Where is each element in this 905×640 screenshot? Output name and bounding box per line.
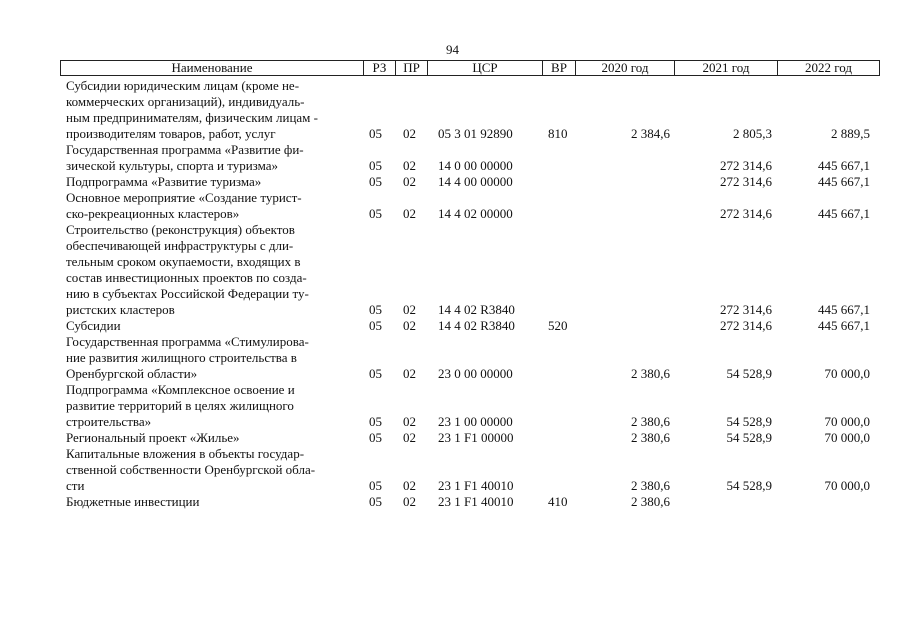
cell-y2020: 2 380,6 xyxy=(631,478,670,493)
table-row xyxy=(60,334,880,382)
cell-vr: 520 xyxy=(548,318,568,333)
cell-rz: 05 xyxy=(369,494,382,509)
cell-y2022: 70 000,0 xyxy=(824,430,870,445)
row-name: Капитальные вложения в объекты государ- ственной собственности Оренбургской обла- сти xyxy=(66,446,316,493)
cell-y2021: 272 314,6 xyxy=(720,206,772,221)
page-number: 94 xyxy=(446,42,459,57)
cell-y2022: 445 667,1 xyxy=(818,174,870,189)
cell-csr: 23 1 F1 00000 xyxy=(438,430,514,445)
row-name: Государственная программа «Развитие фи- зической культуры, спорта и туризма» xyxy=(66,142,304,173)
cell-y2022: 2 889,5 xyxy=(831,126,870,141)
cell-rz: 05 xyxy=(369,318,382,333)
cell-pr: 02 xyxy=(403,174,416,189)
cell-y2022: 70 000,0 xyxy=(824,478,870,493)
cell-csr: 23 1 F1 40010 xyxy=(438,494,514,509)
cell-csr: 05 3 01 92890 xyxy=(438,126,513,141)
row-name: Субсидии юридическим лицам (кроме не- коммерческих организаций), индивидуаль- ным предпринимателям, физическим лицам - производителям товаров, работ, услуг xyxy=(66,78,318,141)
cell-rz: 05 xyxy=(369,414,382,429)
cell-y2021: 272 314,6 xyxy=(720,302,772,317)
row-name: Основное мероприятие «Создание турист- ско-рекреационных кластеров» xyxy=(66,190,302,221)
cell-y2020: 2 380,6 xyxy=(631,494,670,509)
cell-y2021: 2 805,3 xyxy=(733,126,772,141)
table-row xyxy=(60,494,880,510)
cell-y2021: 54 528,9 xyxy=(726,414,772,429)
cell-y2022: 445 667,1 xyxy=(818,158,870,173)
cell-vr: 410 xyxy=(548,494,568,509)
header-name: Наименование xyxy=(171,60,253,75)
row-name: Подпрограмма «Развитие туризма» xyxy=(66,174,262,189)
table-row xyxy=(60,446,880,494)
cell-csr: 23 0 00 00000 xyxy=(438,366,513,381)
cell-y2021: 272 314,6 xyxy=(720,158,772,173)
cell-y2021: 54 528,9 xyxy=(726,430,772,445)
table-header xyxy=(60,60,880,76)
cell-y2021: 54 528,9 xyxy=(726,478,772,493)
cell-rz: 05 xyxy=(369,206,382,221)
header-rz: РЗ xyxy=(363,61,395,75)
cell-y2022: 445 667,1 xyxy=(818,318,870,333)
cell-csr: 23 1 F1 40010 xyxy=(438,478,514,493)
cell-rz: 05 xyxy=(369,174,382,189)
cell-pr: 02 xyxy=(403,494,416,509)
cell-y2021: 272 314,6 xyxy=(720,174,772,189)
header-csr: ЦСР xyxy=(427,61,542,75)
row-name: Государственная программа «Стимулирова- ние развития жилищного строительства в Оренбургской области» xyxy=(66,334,309,381)
cell-rz: 05 xyxy=(369,158,382,173)
cell-pr: 02 xyxy=(403,206,416,221)
cell-pr: 02 xyxy=(403,414,416,429)
row-name: Подпрограмма «Комплексное освоение и развитие территорий в целях жилищного строительства» xyxy=(66,382,295,429)
header-2021: 2021 год xyxy=(674,61,777,75)
header-2022: 2022 год xyxy=(777,61,879,75)
cell-pr: 02 xyxy=(403,430,416,445)
cell-rz: 05 xyxy=(369,366,382,381)
row-name: Региональный проект «Жилье» xyxy=(66,430,240,445)
table-row xyxy=(60,78,880,142)
header-vr: ВР xyxy=(542,61,575,75)
cell-y2021: 272 314,6 xyxy=(720,318,772,333)
cell-csr: 14 4 00 00000 xyxy=(438,174,513,189)
row-name: Строительство (реконструкция) объектов обеспечивающей инфраструктуры с дли- тельным сроком окупаемости, входящих в состав инвестиционных проектов по созда- нию в субъектах Российской Федерации ту- ристских кластеров xyxy=(66,222,309,317)
cell-csr: 14 0 00 00000 xyxy=(438,158,513,173)
row-name: Бюджетные инвестиции xyxy=(66,494,200,509)
table-row xyxy=(60,430,880,446)
cell-y2022: 445 667,1 xyxy=(818,302,870,317)
table-row xyxy=(60,190,880,222)
cell-y2021: 54 528,9 xyxy=(726,366,772,381)
cell-csr: 14 4 02 R3840 xyxy=(438,318,515,333)
cell-y2020: 2 380,6 xyxy=(631,430,670,445)
cell-vr: 810 xyxy=(548,126,568,141)
cell-y2022: 70 000,0 xyxy=(824,366,870,381)
row-name: Субсидии xyxy=(66,318,121,333)
cell-csr: 14 4 02 R3840 xyxy=(438,302,515,317)
cell-pr: 02 xyxy=(403,318,416,333)
header-2020: 2020 год xyxy=(575,61,674,75)
table-row xyxy=(60,142,880,174)
cell-y2020: 2 380,6 xyxy=(631,366,670,381)
cell-rz: 05 xyxy=(369,478,382,493)
table-row xyxy=(60,318,880,334)
table-row xyxy=(60,174,880,190)
cell-pr: 02 xyxy=(403,158,416,173)
cell-csr: 14 4 02 00000 xyxy=(438,206,513,221)
header-pr: ПР xyxy=(395,61,427,75)
cell-rz: 05 xyxy=(369,126,382,141)
table-row xyxy=(60,222,880,318)
table-body xyxy=(60,78,880,510)
cell-csr: 23 1 00 00000 xyxy=(438,414,513,429)
cell-pr: 02 xyxy=(403,366,416,381)
cell-y2020: 2 384,6 xyxy=(631,126,670,141)
cell-pr: 02 xyxy=(403,302,416,317)
cell-rz: 05 xyxy=(369,302,382,317)
table-row xyxy=(60,382,880,430)
cell-y2022: 70 000,0 xyxy=(824,414,870,429)
cell-rz: 05 xyxy=(369,430,382,445)
cell-y2020: 2 380,6 xyxy=(631,414,670,429)
cell-y2022: 445 667,1 xyxy=(818,206,870,221)
cell-pr: 02 xyxy=(403,126,416,141)
cell-pr: 02 xyxy=(403,478,416,493)
